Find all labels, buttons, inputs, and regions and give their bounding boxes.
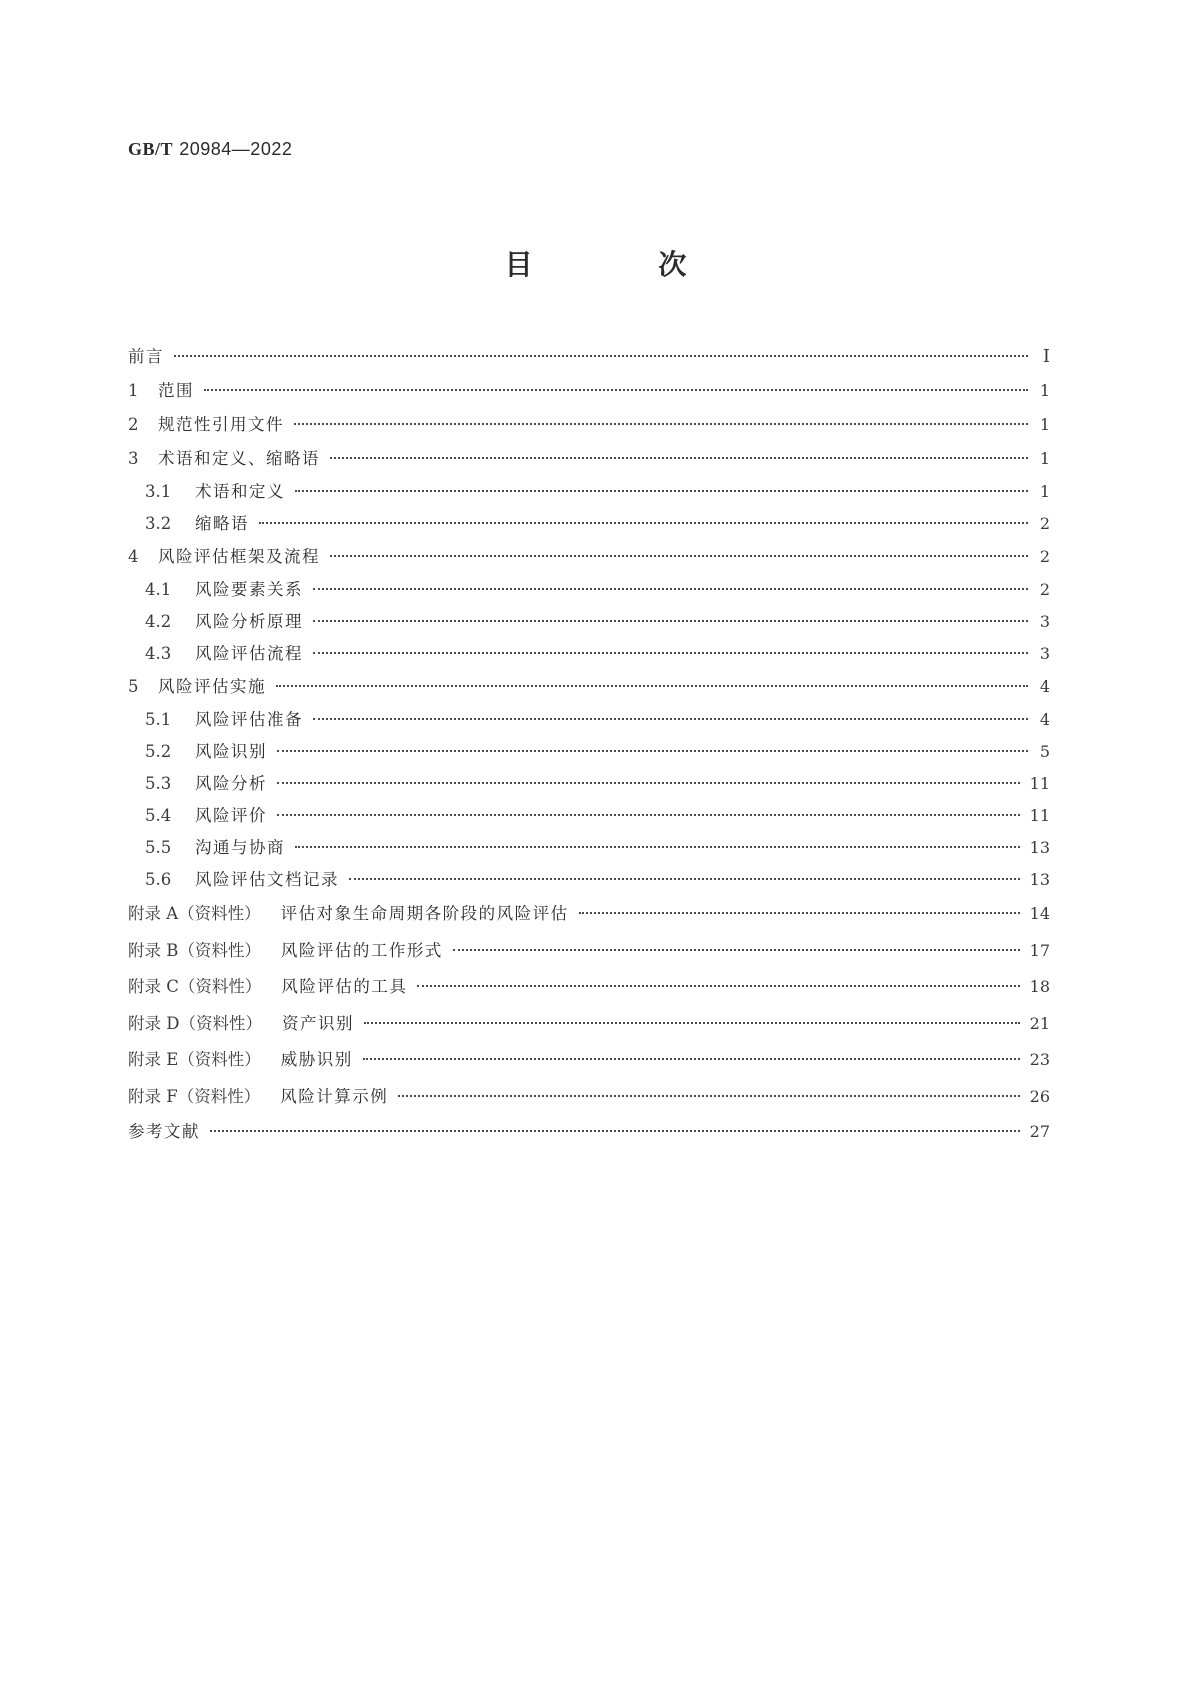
toc-leader-dots	[398, 1095, 1019, 1097]
toc-entry-number: 2	[128, 415, 139, 434]
table-of-contents	[128, 340, 1050, 1149]
toc-entry[interactable]	[128, 340, 1050, 374]
toc-entry-appendix-label: 附录 E（资料性）	[128, 1050, 261, 1069]
toc-entry-page-number: 23	[1029, 1050, 1050, 1069]
toc-leader-dots	[174, 355, 1028, 357]
toc-entry[interactable]	[128, 476, 1050, 508]
toc-entry[interactable]	[128, 670, 1050, 704]
toc-entry[interactable]	[128, 933, 1050, 970]
toc-entry-page-number: 27	[1029, 1122, 1050, 1141]
toc-entry-page-number: 21	[1029, 1013, 1050, 1033]
toc-entry[interactable]	[128, 442, 1050, 476]
toc-entry-page-number: 11	[1029, 774, 1050, 793]
toc-entry-number: 5.5	[145, 838, 172, 857]
toc-entry-page-number: 13	[1029, 838, 1050, 857]
toc-entry-page-number: 18	[1029, 977, 1050, 996]
toc-entry[interactable]	[128, 832, 1050, 864]
toc-entry-number: 4.3	[145, 644, 172, 663]
toc-entry[interactable]	[128, 374, 1050, 408]
toc-leader-dots	[294, 423, 1028, 425]
toc-entry[interactable]	[128, 768, 1050, 800]
toc-leader-dots	[417, 985, 1019, 987]
toc-entry[interactable]	[128, 606, 1050, 638]
toc-entry[interactable]	[128, 800, 1050, 832]
toc-entry-appendix-label: 附录 A（资料性）	[128, 904, 261, 923]
toc-leader-dots	[363, 1058, 1020, 1060]
toc-entry-title: 风险评价	[195, 806, 267, 825]
toc-entry-title: 风险计算示例	[280, 1086, 389, 1106]
toc-entry-appendix-label: 附录 F（资料性）	[128, 1086, 261, 1106]
toc-title: 目 次	[504, 248, 745, 281]
toc-entry[interactable]	[128, 1042, 1050, 1079]
toc-entry-number: 4.1	[145, 580, 172, 599]
toc-leader-dots	[453, 949, 1020, 951]
toc-entry-title: 范围	[158, 381, 194, 400]
toc-entry-title: 沟通与协商	[195, 838, 285, 857]
toc-entry-page-number: 1	[1039, 415, 1050, 434]
toc-entry-number: 5.3	[145, 774, 172, 793]
toc-leader-dots	[259, 522, 1028, 524]
toc-entry-page-number: 4	[1039, 677, 1050, 696]
toc-leader-dots	[313, 620, 1028, 622]
toc-leader-dots	[295, 846, 1020, 848]
toc-entry-page-number: 5	[1039, 742, 1050, 761]
toc-entry-page-number: 11	[1029, 806, 1050, 825]
toc-entry-number: 5.4	[145, 806, 172, 825]
toc-entry-page-number: 3	[1039, 644, 1050, 663]
toc-leader-dots	[364, 1022, 1020, 1024]
toc-leader-dots	[210, 1130, 1020, 1132]
toc-leader-dots	[313, 588, 1028, 590]
toc-entry-number: 4.2	[145, 612, 172, 631]
toc-entry-appendix-label: 附录 D（资料性）	[128, 1013, 262, 1033]
toc-entry[interactable]	[128, 864, 1050, 896]
toc-entry-title: 缩略语	[195, 514, 249, 533]
toc-entry[interactable]	[128, 1079, 1050, 1116]
toc-leader-dots	[277, 814, 1020, 816]
toc-entry-page-number: 2	[1039, 514, 1050, 533]
toc-leader-dots	[330, 555, 1028, 557]
toc-entry-number: 1	[128, 381, 139, 400]
toc-entry[interactable]	[128, 704, 1050, 736]
toc-entry-number: 5.6	[145, 870, 172, 889]
toc-entry-title: 风险分析原理	[195, 612, 303, 631]
toc-entry[interactable]	[128, 540, 1050, 574]
toc-leader-dots	[579, 912, 1020, 914]
toc-entry-number: 3.2	[145, 514, 172, 533]
toc-leader-dots	[276, 685, 1028, 687]
toc-leader-dots	[330, 457, 1028, 459]
toc-leader-dots	[204, 389, 1028, 391]
toc-entry-appendix-label: 附录 C（资料性）	[128, 977, 262, 996]
toc-entry-page-number: 14	[1029, 904, 1050, 923]
toc-entry[interactable]	[128, 408, 1050, 442]
toc-entry-title: 风险要素关系	[195, 580, 303, 599]
toc-entry-number: 4	[128, 547, 139, 566]
toc-leader-dots	[295, 490, 1028, 492]
toc-entry-number: 5	[128, 677, 139, 696]
document-code	[128, 139, 292, 160]
document-code-prefix: GB/T	[128, 139, 174, 159]
toc-entry-number: 5.2	[145, 742, 172, 761]
toc-leader-dots	[313, 718, 1028, 720]
document-code-number: 20984—2022	[179, 139, 293, 159]
toc-entry-page-number: 1	[1039, 381, 1050, 400]
toc-entry-page-number: 1	[1039, 449, 1050, 468]
toc-entry-page-number: 3	[1039, 612, 1050, 631]
toc-entry[interactable]	[128, 736, 1050, 768]
toc-entry[interactable]	[128, 969, 1050, 1006]
toc-entry[interactable]	[128, 1006, 1050, 1043]
toc-entry-title: 风险评估的工作形式	[280, 940, 443, 960]
toc-entry-title: 评估对象生命周期各阶段的风险评估	[280, 904, 569, 923]
toc-entry-title: 风险评估实施	[158, 677, 266, 696]
toc-entry-title: 威胁识别	[280, 1050, 353, 1069]
toc-entry[interactable]	[128, 574, 1050, 606]
toc-entry-page-number: 2	[1039, 580, 1050, 599]
toc-entry-title: 风险评估的工具	[281, 977, 408, 996]
toc-entry[interactable]	[128, 508, 1050, 540]
toc-entry-title: 规范性引用文件	[158, 415, 284, 434]
toc-entry-title: 前言	[128, 347, 164, 366]
toc-entry-page-number: 26	[1029, 1086, 1050, 1106]
toc-entry-page-number: 1	[1039, 482, 1050, 501]
toc-entry-title: 术语和定义	[195, 482, 285, 501]
toc-entry-page-number: 2	[1039, 547, 1050, 566]
toc-entry-page-number: Ⅰ	[1042, 346, 1050, 367]
toc-entry-page-number: 13	[1029, 870, 1050, 889]
toc-entry-title: 参考文献	[128, 1122, 200, 1141]
toc-entry-title: 风险分析	[195, 774, 267, 793]
toc-entry-number: 3.1	[145, 482, 172, 501]
toc-leader-dots	[277, 750, 1028, 752]
toc-entry[interactable]	[128, 1115, 1050, 1149]
toc-entry-number: 5.1	[145, 710, 172, 729]
toc-leader-dots	[313, 652, 1028, 654]
toc-entry-title: 风险评估流程	[195, 644, 303, 663]
toc-entry-number: 3	[128, 449, 139, 468]
toc-entry-page-number: 4	[1039, 710, 1050, 729]
toc-entry[interactable]	[128, 896, 1050, 933]
toc-entry-title: 风险评估文档记录	[195, 870, 339, 889]
toc-entry[interactable]	[128, 638, 1050, 670]
toc-entry-title: 风险识别	[195, 742, 267, 761]
toc-entry-title: 风险评估准备	[195, 710, 303, 729]
toc-leader-dots	[277, 782, 1020, 784]
toc-entry-appendix-label: 附录 B（资料性）	[128, 940, 261, 960]
toc-entry-title: 风险评估框架及流程	[158, 547, 320, 566]
toc-leader-dots	[349, 878, 1020, 880]
toc-entry-title: 资产识别	[281, 1013, 354, 1033]
toc-entry-page-number: 17	[1029, 940, 1050, 960]
toc-entry-title: 术语和定义、缩略语	[158, 449, 320, 468]
